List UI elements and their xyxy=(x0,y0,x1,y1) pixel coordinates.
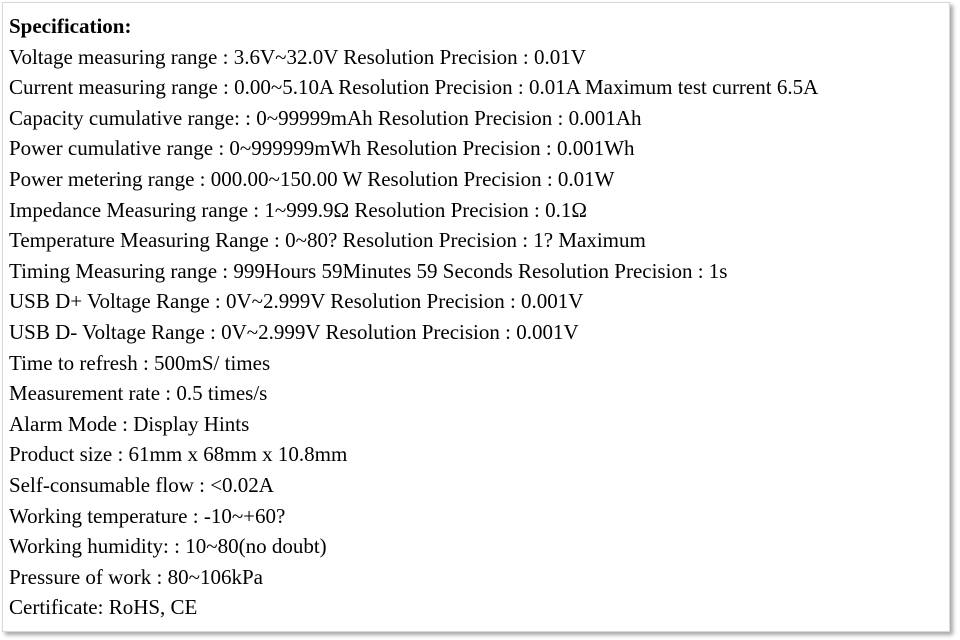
spec-line-product-size: Product size : 61mm x 68mm x 10.8mm xyxy=(9,442,348,467)
spec-line-impedance: Impedance Measuring range : 1~999.9Ω Resolution Precision : 0.1Ω xyxy=(9,197,587,222)
spec-line-voltage: Voltage measuring range : 3.6V~32.0V Resolution Precision : 0.01V xyxy=(9,44,586,69)
spec-line-temperature: Temperature Measuring Range : 0~80? Resolution Precision : 1? Maximum xyxy=(9,228,646,253)
spec-line-measurement-rate: Measurement rate : 0.5 times/s xyxy=(9,381,268,406)
spec-line-current: Current measuring range : 0.00~5.10A Resolution Precision : 0.01A Maximum test current 6.5A xyxy=(9,75,819,100)
spec-title: Specification: xyxy=(9,14,132,38)
spec-line-alarm-mode: Alarm Mode : Display Hints xyxy=(9,411,250,436)
spec-line-power-metering: Power metering range : 000.00~150.00 W Resolution Precision : 0.01W xyxy=(9,166,615,191)
spec-line-usb-dminus: USB D- Voltage Range : 0V~2.999V Resolution Precision : 0.001V xyxy=(9,319,579,344)
spec-line-self-consumption: Self-consumable flow : <0.02A xyxy=(9,472,274,497)
spec-content xyxy=(9,11,949,623)
spec-panel xyxy=(2,2,950,632)
spec-line-working-temperature: Working temperature : -10~+60? xyxy=(9,503,286,528)
spec-line-refresh: Time to refresh : 500mS/ times xyxy=(9,350,271,375)
spec-line-timing: Timing Measuring range : 999Hours 59Minutes 59 Seconds Resolution Precision : 1s xyxy=(9,258,728,283)
spec-line-power-cumulative: Power cumulative range : 0~999999mWh Resolution Precision : 0.001Wh xyxy=(9,136,635,161)
spec-line-working-humidity: Working humidity: : 10~80(no doubt) xyxy=(9,534,327,559)
spec-line-pressure: Pressure of work : 80~106kPa xyxy=(9,564,263,589)
spec-line-usb-dplus: USB D+ Voltage Range : 0V~2.999V Resolution Precision : 0.001V xyxy=(9,289,584,314)
spec-line-capacity: Capacity cumulative range: : 0~99999mAh Resolution Precision : 0.001Ah xyxy=(9,105,642,130)
spec-line-certificate: Certificate: RoHS, CE xyxy=(9,595,198,620)
